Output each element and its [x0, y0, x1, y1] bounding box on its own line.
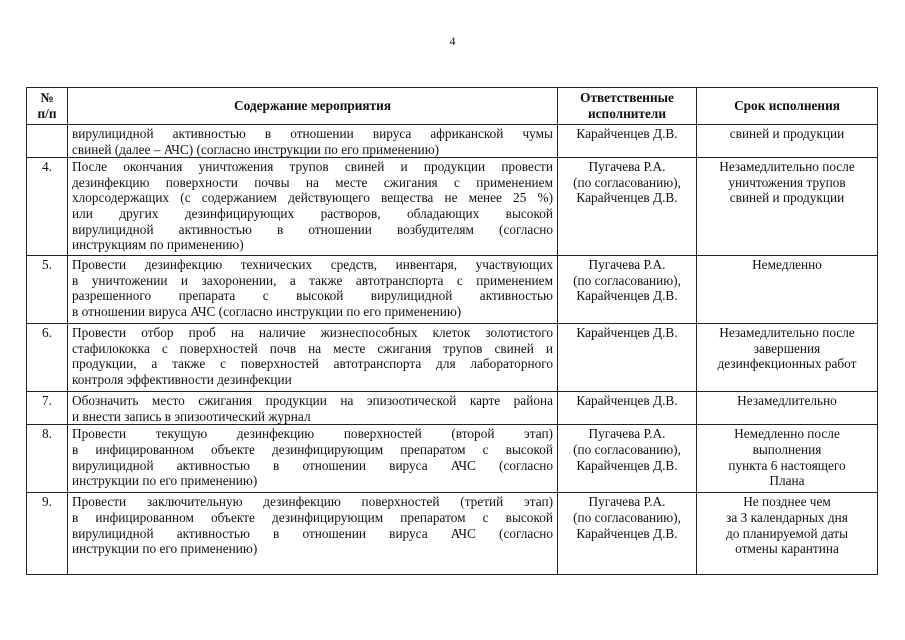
- measure-content-line: дезинфекцию поверхности почвы на месте сжигания с применением: [72, 174, 553, 190]
- responsible-persons-line: Карайченцев Д.В.: [576, 525, 678, 541]
- execution-term-line: свиней и продукции: [729, 126, 845, 141]
- responsible-persons: [558, 392, 697, 425]
- measure-content-line: продукции, а также с поверхностей автотранспорта для лабораторного: [72, 356, 553, 372]
- table-row: [27, 425, 878, 493]
- measure-content: [68, 493, 558, 575]
- execution-term: [697, 425, 878, 493]
- row-number: 5.: [27, 256, 68, 324]
- responsible-persons-line: (по согласованию),: [573, 272, 681, 288]
- execution-term-line: Незамедлительно: [737, 393, 837, 409]
- measure-content-line: Провести текущую дезинфекцию поверхностей (второй этап): [72, 426, 553, 442]
- measure-content-line: вирулицидной активностью в отношении вируса АЧС (согласно: [72, 525, 553, 541]
- responsible-persons-line: Карайченцев Д.В.: [576, 393, 678, 409]
- responsible-persons-line: Пугачева Р.А.: [588, 426, 666, 442]
- responsible-persons-line: (по согласованию),: [573, 441, 681, 457]
- page-number: 4: [449, 34, 456, 48]
- table-row: [27, 324, 878, 392]
- execution-term: [697, 324, 878, 392]
- table-row: [27, 493, 878, 575]
- measure-content-line: в инфицированном объекте дезинфицирующим препаратом с высокой: [72, 441, 553, 457]
- measure-content-line: вирулицидной активностью в отношении возбудителям (согласно: [72, 221, 553, 237]
- row-number: 9.: [27, 493, 68, 575]
- execution-term: [697, 493, 878, 575]
- row-number: 6.: [27, 324, 68, 392]
- responsible-persons: [558, 493, 697, 575]
- measure-content-line: Провести дезинфекцию технических средств, инвентаря, участвующих: [72, 257, 553, 273]
- execution-term-line: дезинфекционных работ: [717, 356, 857, 372]
- measure-content-line: вирулицидной активностью в отношении вируса африканской чумы: [72, 126, 553, 141]
- measure-content: [68, 125, 558, 158]
- execution-term-line: за 3 календарных дня: [726, 509, 848, 525]
- row-number: 7.: [27, 392, 68, 425]
- row-number: 4.: [27, 158, 68, 256]
- measure-content-line: контроля эффективности дезинфекции: [72, 371, 292, 387]
- row-number: 8.: [27, 425, 68, 493]
- header-row: [27, 88, 878, 125]
- measure-content-line: Обозначить место сжигания продукции на эпизоотической карте района: [72, 393, 553, 409]
- execution-term: [697, 256, 878, 324]
- measure-content-line: разрешенного препарата с высокой вирулицидной активностью: [72, 288, 553, 304]
- row-number: [27, 125, 68, 158]
- table-body: [27, 125, 878, 575]
- responsible-persons-line: Пугачева Р.А.: [588, 159, 666, 175]
- execution-term: [697, 158, 878, 256]
- measure-content-line: Провести отбор проб на наличие жизнеспособных клеток золотистого: [72, 325, 553, 341]
- responsible-persons-line: Пугачева Р.А.: [588, 494, 666, 510]
- execution-term-line: Плана: [769, 473, 805, 489]
- measure-content: [68, 425, 558, 493]
- measure-content-line: в уничтожении и захоронении, а также автотранспорта с применением: [72, 272, 553, 288]
- execution-term-line: отмены карантина: [735, 541, 839, 557]
- measure-content-line: или других дезинфицирующих растворов, обладающих высокой: [72, 205, 553, 221]
- responsible-persons-line: (по согласованию),: [573, 174, 681, 190]
- measure-content: [68, 256, 558, 324]
- execution-term-line: Не позднее чем: [743, 494, 831, 510]
- measure-content: [68, 392, 558, 425]
- measure-content-line: инструкции по его применению): [72, 541, 258, 557]
- measure-content-line: в отношении вируса АЧС (согласно инструкции по его применению): [72, 303, 462, 319]
- responsible-persons: [558, 324, 697, 392]
- measure-content-line: инструкции по его применению): [72, 473, 258, 489]
- table-row: [27, 125, 878, 158]
- table-header: [27, 88, 878, 125]
- execution-term-line: Немедленно после: [734, 426, 840, 442]
- responsible-persons-line: Карайченцев Д.В.: [576, 190, 678, 206]
- responsible-persons: [558, 158, 697, 256]
- measure-content-line: вирулицидной активностью в отношении вируса АЧС (согласно: [72, 457, 553, 473]
- execution-term-line: уничтожения трупов: [728, 174, 846, 190]
- table-row: [27, 392, 878, 425]
- execution-term-line: пункта 6 настоящего: [728, 457, 846, 473]
- measures-table: [26, 87, 878, 575]
- header-num: № п/п: [27, 88, 68, 125]
- table-row: [27, 158, 878, 256]
- table-row: [27, 256, 878, 324]
- header-content: Содержание мероприятия: [68, 88, 558, 125]
- measure-content-line: Провести заключительную дезинфекцию поверхностей (третий этап): [72, 494, 553, 510]
- responsible-persons-line: Карайченцев Д.В.: [576, 288, 678, 304]
- execution-term-line: завершения: [753, 340, 821, 356]
- responsible-persons: [558, 125, 697, 158]
- execution-term: [697, 392, 878, 425]
- execution-term-line: Незамедлительно после: [719, 325, 855, 341]
- measure-content-line: и внести запись в эпизоотический журнал: [72, 408, 311, 424]
- measure-content-line: свиней (далее – АЧС) (согласно инструкции по его применению): [72, 141, 440, 157]
- measure-content: [68, 324, 558, 392]
- header-responsible: Ответственные исполнители: [558, 88, 697, 125]
- responsible-persons: [558, 256, 697, 324]
- measure-content-line: стафилококка с поверхностей почв на месте сжигания трупов свиней и: [72, 340, 553, 356]
- execution-term: [697, 125, 878, 158]
- execution-term-line: до планируемой даты: [725, 525, 849, 541]
- responsible-persons: [558, 425, 697, 493]
- measure-content-line: После окончания уничтожения трупов свиней и продукции провести: [72, 159, 553, 175]
- responsible-persons-line: (по согласованию),: [573, 509, 681, 525]
- measure-content: [68, 158, 558, 256]
- measure-content-line: в инфицированном объекте дезинфицирующим препаратом с высокой: [72, 509, 553, 525]
- responsible-persons-line: Карайченцев Д.В.: [576, 126, 678, 141]
- execution-term-line: выполнения: [752, 441, 822, 457]
- execution-term-line: свиней и продукции: [729, 190, 845, 206]
- measure-content-line: инструкциям по применению): [72, 237, 244, 253]
- responsible-persons-line: Карайченцев Д.В.: [576, 457, 678, 473]
- execution-term-line: Немедленно: [752, 257, 822, 273]
- responsible-persons-line: Карайченцев Д.В.: [576, 325, 678, 341]
- responsible-persons-line: Пугачева Р.А.: [588, 257, 666, 273]
- execution-term-line: Незамедлительно после: [719, 159, 855, 175]
- measure-content-line: хлорсодержащих (с содержанием действующего вещества не менее 25 %): [72, 190, 553, 206]
- header-term: Срок исполнения: [697, 88, 878, 125]
